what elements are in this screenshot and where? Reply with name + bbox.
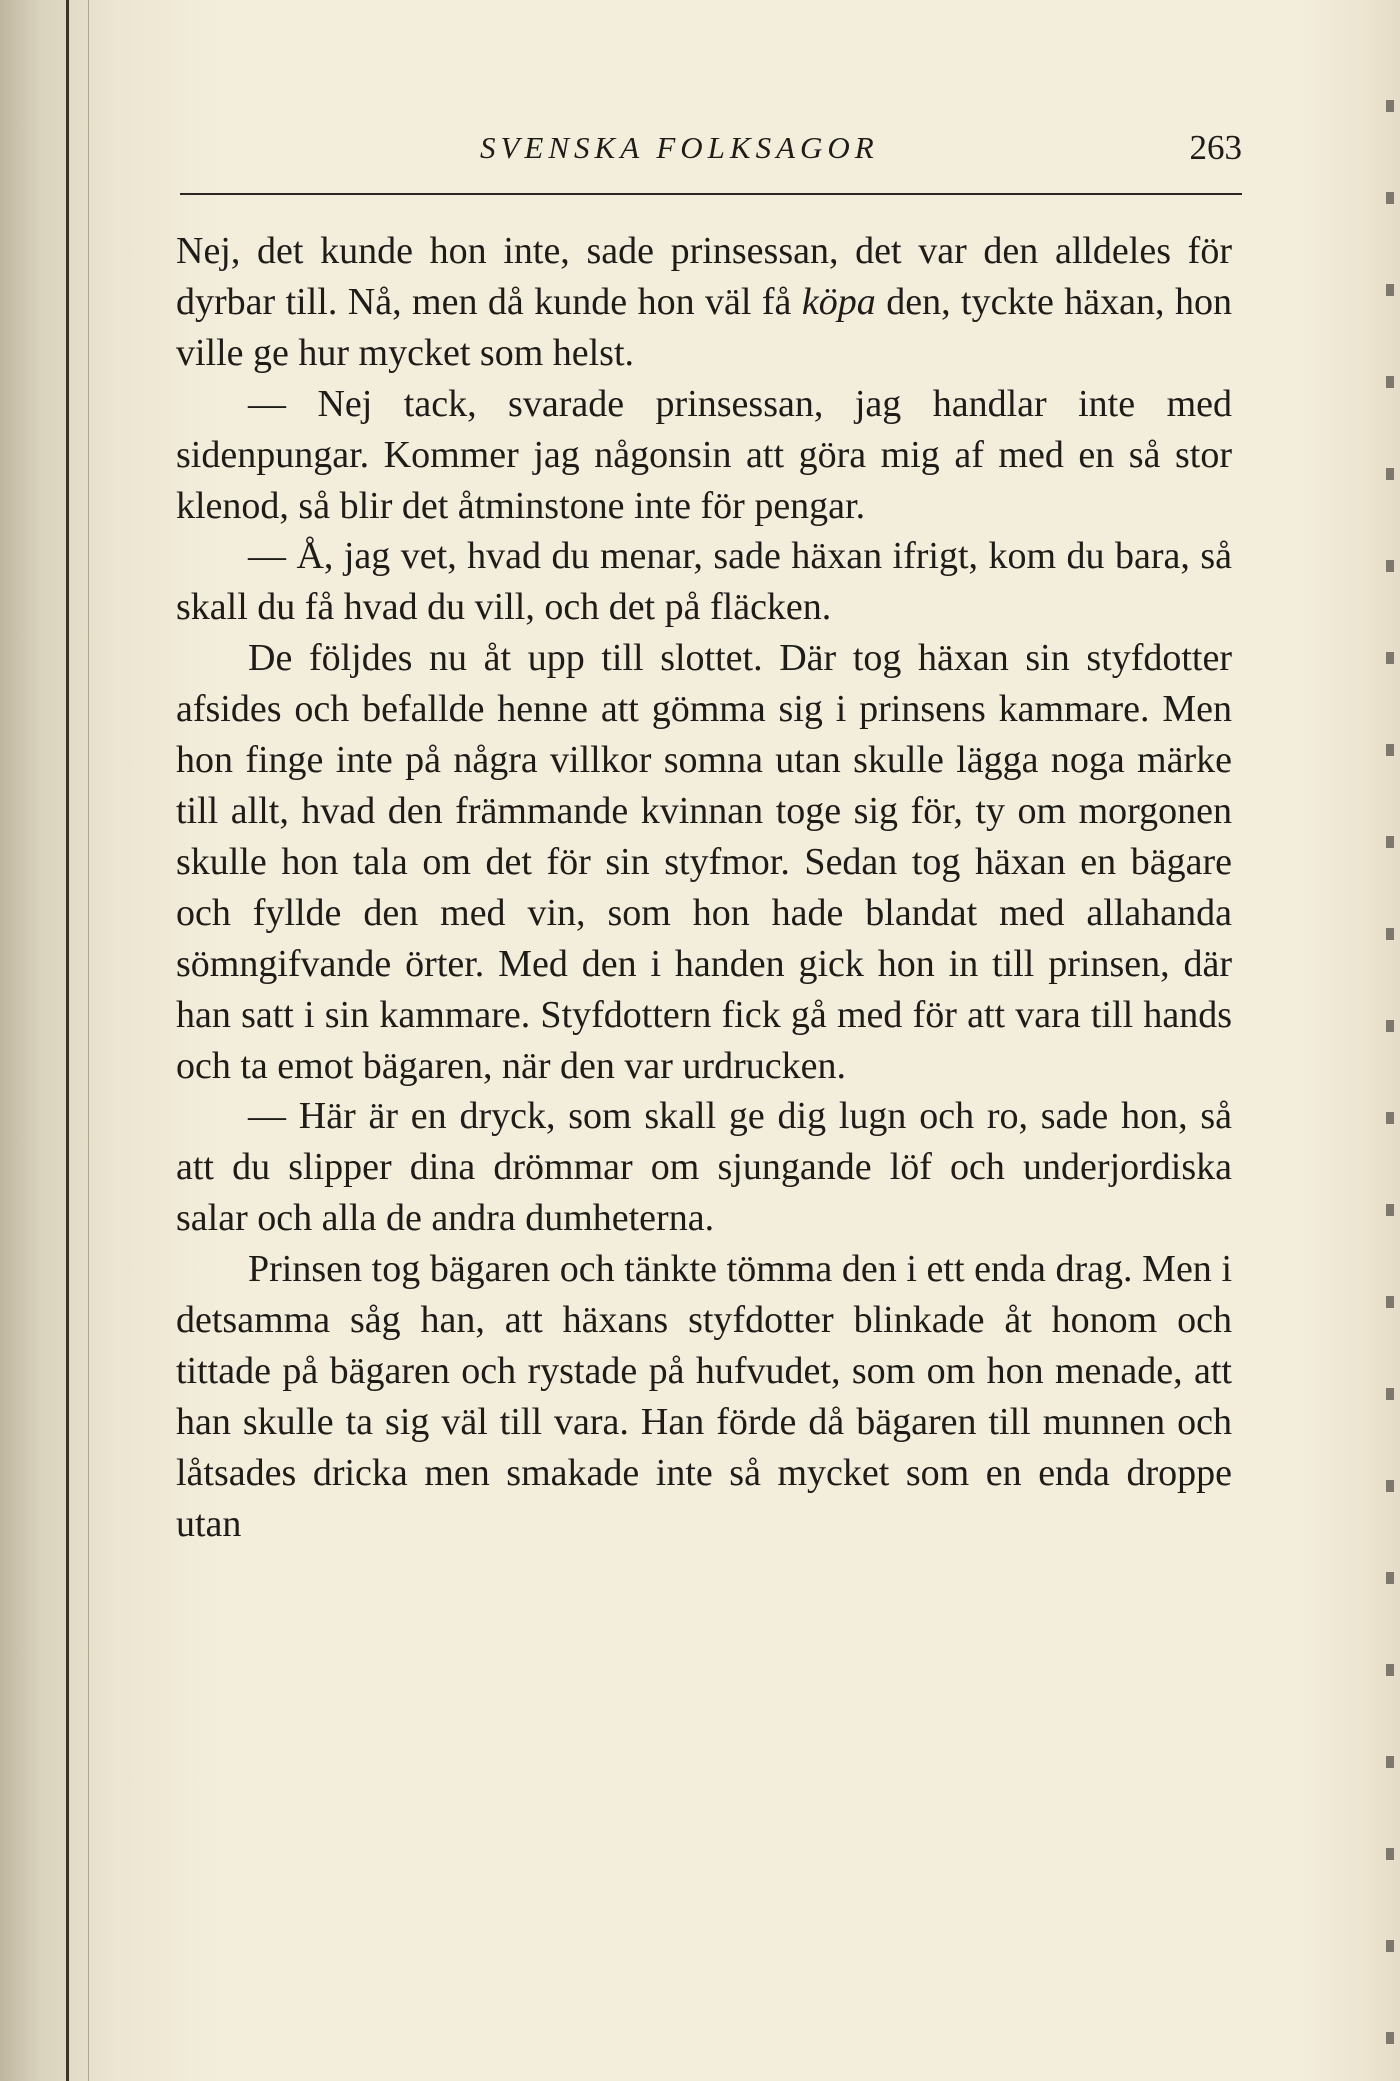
page-edge	[1386, 20, 1394, 2060]
body-text	[176, 226, 1232, 1550]
emphasis: köpa	[801, 280, 876, 323]
binding-gutter	[66, 0, 69, 2081]
running-title: SVENSKA FOLKSAGOR	[480, 130, 879, 165]
paragraph: Nej, det kunde hon inte, sade prinsessan, det var den alldeles för dyrbar till. Nå, men då kunde hon väl få köpa den, tyckte häxan, hon ville ge hur mycket som helst.	[176, 230, 1232, 374]
page-number: 263	[1189, 128, 1242, 167]
paragraph: — Nej tack, svarade prinsessan, jag handlar inte med sidenpungar. Kommer jag någonsin att göra mig af med en så stor klenod, så blir det åtminstone inte för pengar.	[176, 382, 1232, 527]
running-head	[180, 126, 1242, 186]
paragraph: De följdes nu åt upp till slottet. Där tog häxan sin styfdotter afsides och befallde henne att gömma sig i prinsens kammare. Men hon finge inte på några villkor somna utan skulle lägga noga märke till allt, hvad den främmande kvinnan toge sig för, ty om morgonen skulle hon tala om det för sin styfmor. Sedan tog häxan en bägare och fyllde den med vin, som hon hade blandat med allahanda sömngifvande örter. Med den i handen gick hon in till prinsen, där han satt i sin kammare. Styfdottern fick gå med för att vara till hands och ta emot bägaren, när den var urdrucken.	[176, 637, 1232, 1087]
paragraph: — Å, jag vet, hvad du menar, sade häxan ifrigt, kom du bara, så skall du få hvad du vill, och det på fläcken.	[176, 535, 1232, 629]
binding-shadow	[88, 0, 89, 2081]
paragraph: — Här är en dryck, som skall ge dig lugn och ro, sade hon, så att du slipper dina drömmar om sjungande löf och underjordiska salar och alla de andra dumheterna.	[176, 1095, 1232, 1240]
paragraph: Prinsen tog bägaren och tänkte tömma den i ett enda drag. Men i detsamma såg han, att häxans styfdotter blinkade åt honom och tittade på bägaren och rystade på hufvudet, som om hon menade, att han skulle ta sig väl till vara. Han förde då bägaren till munnen och låtsades dricka men smakade inte så mycket som en enda droppe utan	[176, 1248, 1232, 1545]
header-rule	[180, 193, 1242, 195]
